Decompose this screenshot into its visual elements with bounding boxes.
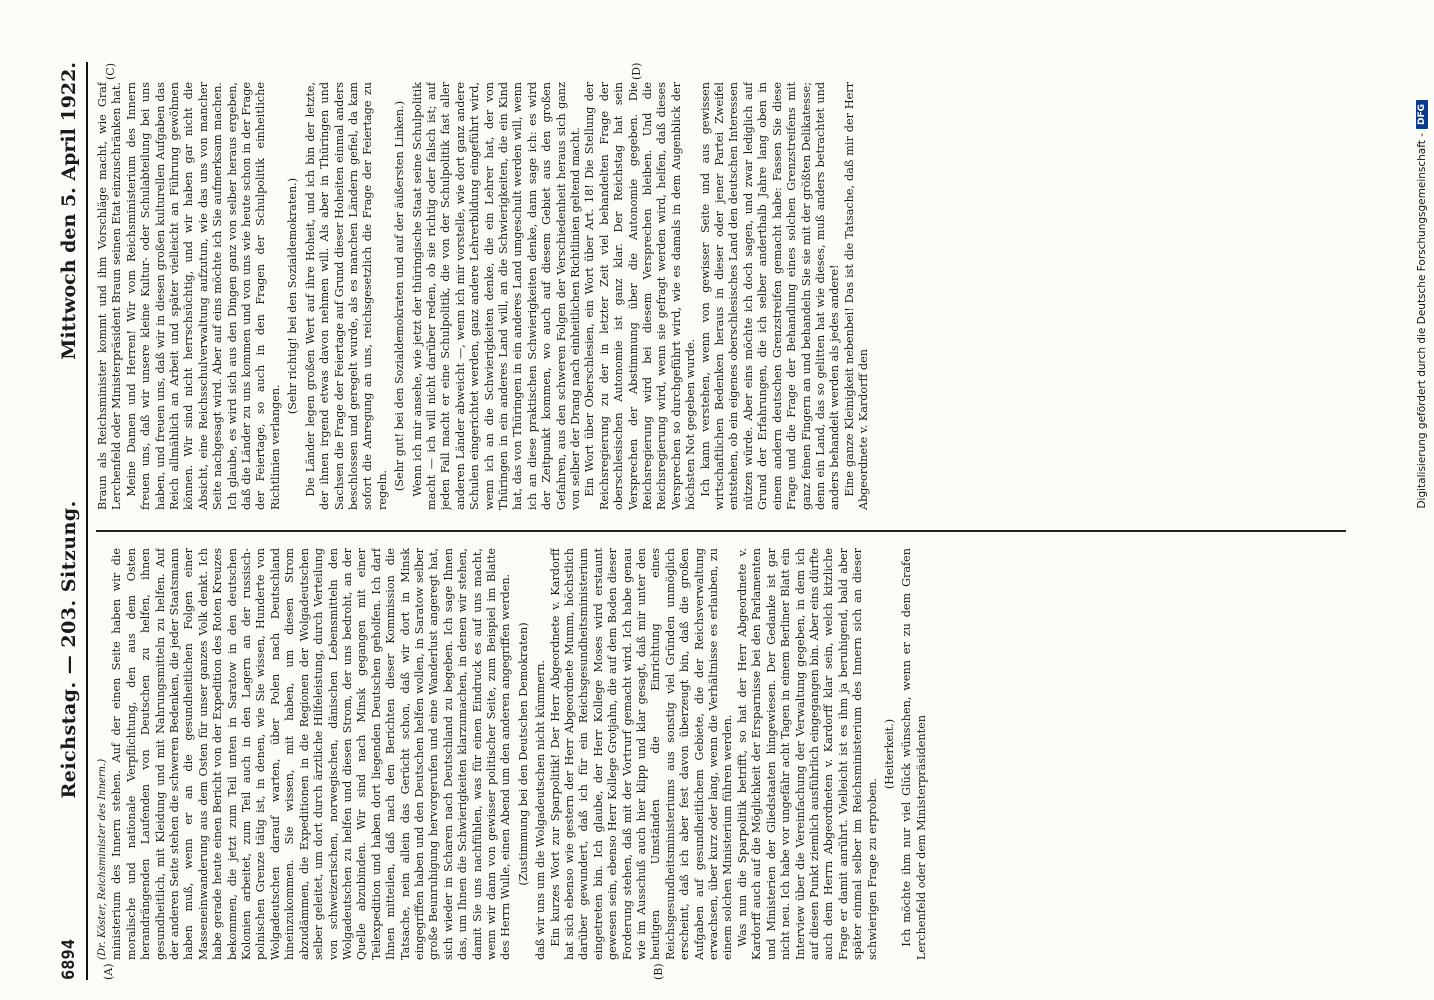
paragraph: Meine Damen und Herren! Wir vom Reichsministerium des Innern freuen uns, daß wir unsere kleine Kultur- oder Schulabteilung bei uns haben, und freuen uns, daß wir in diesen großen kulturellen Aufgaben das Reich allmählich an Arbeit und später vielleicht an Führung gewöhnen können. Wir sind nicht herrschsüchtig, und wir haben gar nicht die Absicht, eine Reichsschulverwaltung aufzutun, wie das uns von mancher Seite nachgesagt wird. Aber auf eins möchte ich Sie aufmerksam machen. Ich glaube, es wird sich aus den Dingen ganz von selber heraus ergeben, daß die Länder zu uns kommen und von uns wie heute schon in der Frage der Feiertage, so auch in den Fragen der Schulpolitik einheitliche Richtlinien verlangen. xyxy=(124,82,282,510)
paragraph: daß wir uns um die Wolgadeutschen nicht kümmern. xyxy=(534,659,548,960)
paragraph: ministerium des Innern stehen. Auf der einen Seite haben wir die moralische und nationale Verpflichtung, den aus dem Osten herandrängenden Laufenden von Deutschen zu helfen, ihnen gesundheitlich, mit Kleidung und mit Nahrungsmitteln zu helfen. Auf der anderen Seite stehen die schweren Bedenken, die jeder Staatsmann haben muß, wenn er an die gesundheitlichen Folgen einer Masseneinwanderung aus dem Osten für unser ganzes Volk denkt. Ich habe gerade heute einen Bericht von der Expedition des Roten Kreuzes bekommen, die jetzt zum Teil unten in Saratow in den deutschen Kolonien arbeitet, zum Teil auch in den Lagern an der russisch-polnischen Grenze tätig ist, in denen, wie Sie wissen, Hunderte von Wolgadeutschen darauf warten, über Polen nach Deutschland hineinzukommen. Sie wissen, mit haben, um diesen Strom abzudämmen, die Expeditionen in die Regionen der Wolgadeutschen selber geleitet, um dort durch ärztliche Hilfeleistung, durch Verteilung von schweizerischen, norwegischen, dänischen Lebensmitteln den Wolgadeutschen zu helfen und diesen Strom, der uns bedroht, an der Quelle abzubinden. Wir sind nach Minsk gegangen mit einer Teilexpedition und haben dort liegenden Deutschen geholfen. Ich darf Ihnen mitteilen, daß nach den Berichten dieser Kommission die Tatsache, nein allein das Gerücht schon, daß wir dort in Minsk eingegriffen haben und den Deutschen helfen wollen, in Saratow selber große Beunruhigung hervorgerufen und eine Wanderlust angeregt hat, sich wieder in Scharen nach Deutschland zu begeben. Ich sage Ihnen das, um Ihnen die Schwierigkeiten klarzumachen, in denen wir stehen, damit Sie uns nachfühlen, was für einen Eindruck es auf uns macht, wenn wir dann von gewisser politischer Seite, zum Beispiel im Blatte des Herrn Wulle, einen Abend um den anderen angegriffen werden. xyxy=(110,548,513,960)
margin-marker-b: (B) xyxy=(652,963,665,980)
paragraph: Ich kann verstehen, wenn von gewisser Seite und aus gewissen wirtschaftlichen Bedenken heraus in dieser oder jener Partei Zweifel entstehen, ob ein eigenes oberschlesisches Land den deutschen Interessen nützen würde. Aber eins möchte ich doch sagen, und zwar lediglich auf Grund der Erfahrungen, die ich selber anderthalb Jahre lang oben in einem andern deutschen Grenzstreifen gemacht habe: Fassen Sie diese Frage und die Frage der Behandlung eines solchen Grenzstreifens mit ganz feinen Fingern an und behandeln Sie sie mit der größten Delikatesse; denn ein Land, das so gelitten hat wie dieses, muß anders betrachtet und anders behandelt werden als jedes andere! xyxy=(698,82,842,510)
paragraph: Ein kurzes Wort zur Sparpolitik! Der Herr Abgeordnete v. Kardorff hat sich ebenso wie gestern der Herr Abgeordnete Mumm, höchstlich darüber gewundert, daß ich für ein Reichsgesundheitsministerium eingetreten bin. Ich glaube, der Herr Kollege Moses wird erstaunt gewesen sein, ebenso Herr Kollege Grotjahn, die auf dem Boden dieser Forderung stehen, daß mit der Vortrurf gemacht wird. Ich habe genau wie im Ausschuß auch hier klipp und klar gesagt, daß mir unter den heutigen Umständen die Einrichtung eines Reichsgesundheitsministeriums aus sonstig viel Gründen unmöglich erscheint, daß ich aber fest davon überzeugt bin, daß die großen Aufgaben auf gesundheitlichem Gebiete, die der Reichsverwaltung erwachsen, über kurz oder lang, wenn die Verhältnisse es erlauben, zu einem solchen Ministerium führen werden. xyxy=(548,548,735,960)
interjection: (Sehr richtig! bei den Sozialdemokraten.) xyxy=(286,177,300,415)
page-content xyxy=(52,62,1352,980)
page-header xyxy=(52,62,88,980)
page-title: Reichstag. — 203. Sitzung. xyxy=(58,500,80,799)
paragraph: Ich möchte ihm nur viel Glück wünschen, wenn er zu dem Grafen Lerchenfeld oder dem Ministerpräsidenten xyxy=(900,548,928,960)
paragraph: Was nun die Sparpolitik betrifft, so hat der Herr Abgeordnete v. Kardorff auch auf die Möglichkeit der Ersparnisse bei den Parlamenten und Ministerien der Gliedstaaten hingewiesen. Der Gedanke ist gar nicht neu. Ich habe vor ungefähr acht Tagen in einem Berliner Blatt ein Interview über die Vereinfachung der Verwaltung gegeben, in dem ich auf diesen Punkt ziemlich ausführlich eingegangen bin. Aber eins dürfte auch dem Herrn Abgeordneten v. Kardorff klar sein, welch kitzliche Frage er damit anrührt. Vielleicht ist es ihm ja beruhigend, bald aber später einmal selber im Reichsministerium des Innern sich an dieser schwierigen Frage zu erproben. xyxy=(735,548,879,960)
dfg-logo: DFG xyxy=(1416,100,1428,129)
margin-marker-c: (C) xyxy=(104,63,117,80)
paragraph: Braun als Reichsminister kommt und ihm Vorschläge macht, wie Graf Lerchenfeld oder Ministerpräsident Braun seinen Etat einzuschränken hat. xyxy=(96,82,124,510)
digitization-text: Digitalisierung gefördert durch die Deutsche Forschungsgemeinschaft - xyxy=(1416,133,1428,509)
page-number: 6894 xyxy=(59,939,79,980)
paragraph: Wenn ich mir ansehe, wie jetzt der thüringische Staat seine Schulpolitik macht — ich will nicht darüber reden, ob sie richtig oder falsch ist; auf jeden Fall macht er eine Schulpolitik, die von der Schulpolitik fast aller anderen Länder abweicht —, wenn ich mir vorstelle, wie dort ganz andere Schulen eingerichtet werden, ganz andere Lehrerbildung eingeführt wird, wenn ich an die Schwierigkeiten denke, die ein Lehrer hat, der von Thüringen in ein anderes Land will, an die Schwierigkeiten, die ein Kind hat, das von Thüringen in ein anderes Land umgeschult werden will, wenn ich an diese praktischen Schwierigkeiten denke, dann sage ich: es wird der Zeitpunkt kommen, wo auch auf diesem Gebiet aus den großen Gefahren, aus den schweren Folgen der Verschiedenheit heraus sich ganz von selber der Drang nach einheitlichen Richtlinien geltend macht. xyxy=(410,82,582,510)
session-date: Mittwoch den 5. April 1922. xyxy=(58,62,80,360)
interjection: (Zustimmung bei den Deutschen Demokraten) xyxy=(516,622,530,886)
digitization-note xyxy=(1410,100,1434,960)
paragraph: Eine ganze Kleinigkeit nebenbei! Das ist die Tatsache, daß mir der Herr Abgeordnete v. Kardorff den xyxy=(842,82,871,510)
column-divider xyxy=(96,531,1346,533)
right-text-column xyxy=(96,82,1346,510)
paragraph: Die Länder legen großen Wert auf ihre Hoheit, und ich bin der letzte, der ihnen irgend etwas davon nehmen will. Als aber in Thüringen und Sachsen die Frage der Feiertage auf Grund dieser Hoheiten einmal anders beschlossen und geregelt wurde, als es manchen Ländern gefiel, da kam sofort die Anregung an uns, reichsgesetzlich die Frage der Feiertage zu regeln. xyxy=(303,82,389,510)
interjection: (Sehr gut! bei den Sozialdemokraten und auf der äußersten Linken.) xyxy=(393,100,407,492)
margin-marker-a: (A) xyxy=(102,963,115,980)
speaker-line: (Dr. Köster, Reichsminister des Innern.) xyxy=(97,758,108,960)
interjection: (Heiterkeit.) xyxy=(882,718,896,790)
paragraph: Ein Wort über Oberschlesien, ein Wort über Art. 18! Die Stellung der Reichsregierung zu der in letzter Zeit viel behandelten Frage der oberschlesischen Autonomie ist ganz klar. Der Reichstag hat sein Versprechen der Abstimmung über die Autonomie gegeben. Die Reichsregierung wird bei diesem Versprechen bleiben. Und die Reichsregierung wird, wenn sie gefragt werden wird, helfen, daß dieses Versprechen so durchgeführt wird, wie es damals in dem Augenblick der höchsten Not gegeben wurde. xyxy=(583,82,698,510)
left-text-column xyxy=(96,548,1346,980)
margin-marker-d: (D) xyxy=(630,62,643,80)
